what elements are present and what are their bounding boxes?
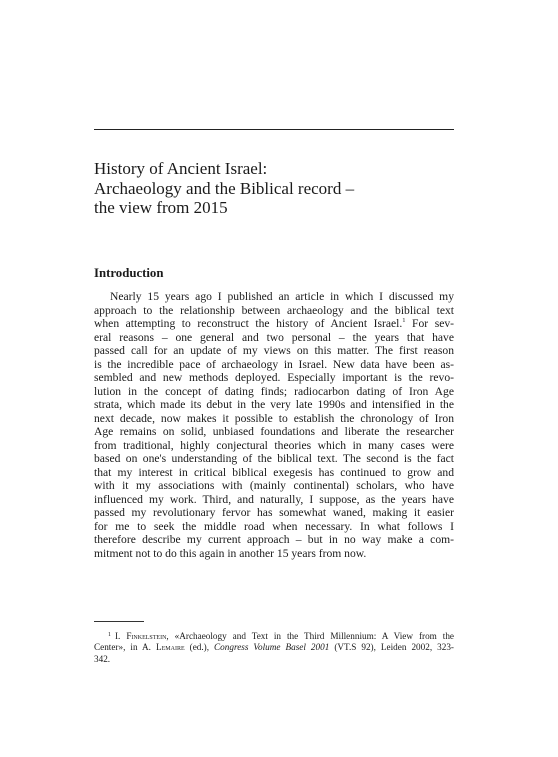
footnote-text: Center», in A.: [94, 642, 156, 653]
body-line: [94, 317, 454, 331]
body-line-text: when attempting to reconstruct the history of Ancient Israel.: [94, 317, 403, 330]
footnote-line: 342.: [94, 654, 111, 665]
article-title: [94, 159, 474, 218]
footnote-text: (ed.),: [184, 642, 215, 653]
footnote-text: (VT.S 92), Leiden 2002, 323-: [329, 642, 454, 653]
body-line: passed call for an update of my views on this matter. The first reason: [94, 344, 454, 357]
body-line: influenced my work. Third, and naturally, I suppose, as the years have: [94, 492, 454, 506]
section-heading: Introduction: [94, 266, 164, 280]
body-line: passed my revolutionary fervor has somewhat waned, making it easier: [94, 506, 454, 519]
body-line: mitment not to do this again in another 15 years from now.: [94, 546, 367, 560]
body-line: strata, which made its debut in the very late 1990s and intensified in the: [94, 398, 454, 411]
footnote-rule: [94, 621, 144, 622]
footnote-reference[interactable]: 1: [402, 317, 406, 324]
body-line: Nearly 15 years ago I published an article in which I discussed my: [110, 290, 454, 303]
body-line-text: For sev-: [405, 317, 455, 330]
body-line: sembled and new methods deployed. Especially important is the revo-: [94, 371, 454, 384]
body-paragraph: [94, 290, 454, 560]
title-line: Archaeology and the Biblical record –: [94, 178, 355, 198]
body-line: that my interest in critical biblical exegesis has continued to grow and: [94, 465, 454, 479]
body-line: based on one's understanding of the biblical text. The second is the fact: [94, 452, 454, 465]
footnote-author-surname: Finkelstein: [126, 631, 167, 641]
title-line: History of Ancient Israel:: [94, 159, 268, 178]
body-line: approach to the relationship between archaeology and the biblical text: [94, 303, 454, 317]
top-rule: [94, 129, 454, 130]
footnote-line: [94, 641, 454, 653]
body-line: next decade, now makes it possible to establish the chronology of Iron: [94, 411, 454, 425]
body-line: from traditional, highly conjectural theories which in many cases were: [94, 438, 454, 452]
title-line: the view from 2015: [94, 198, 228, 217]
footnote-book-title: Congress Volume Basel 2001: [214, 642, 330, 653]
footnote-author-initial: I.: [115, 631, 127, 641]
body-line: for me to seek the middle road when necessary. In what follows I: [94, 519, 454, 533]
body-line: therefore describe my current approach – but in no way make a com-: [94, 533, 454, 546]
footnote-editor-surname: Lemaire: [156, 642, 185, 653]
footnote-line: [94, 629, 454, 641]
body-line: eral reasons – one general and two personal – the years that have: [94, 330, 454, 344]
body-line: is the incredible pace of archaeology in Israel. New data have been as-: [94, 357, 454, 371]
body-line: with it my associations with (mainly continental) scholars, who have: [94, 479, 454, 492]
footnote-number: 1: [108, 632, 111, 638]
body-line: lution in the concept of dating finds; radiocarbon dating of Iron Age: [94, 384, 454, 398]
body-line: Age remains on solid, unbiased foundations and liberate the researcher: [94, 425, 454, 438]
footnote-text: , «Archaeology and Text in the Third Millennium: A View from the: [166, 631, 454, 641]
footnote: [94, 629, 454, 666]
